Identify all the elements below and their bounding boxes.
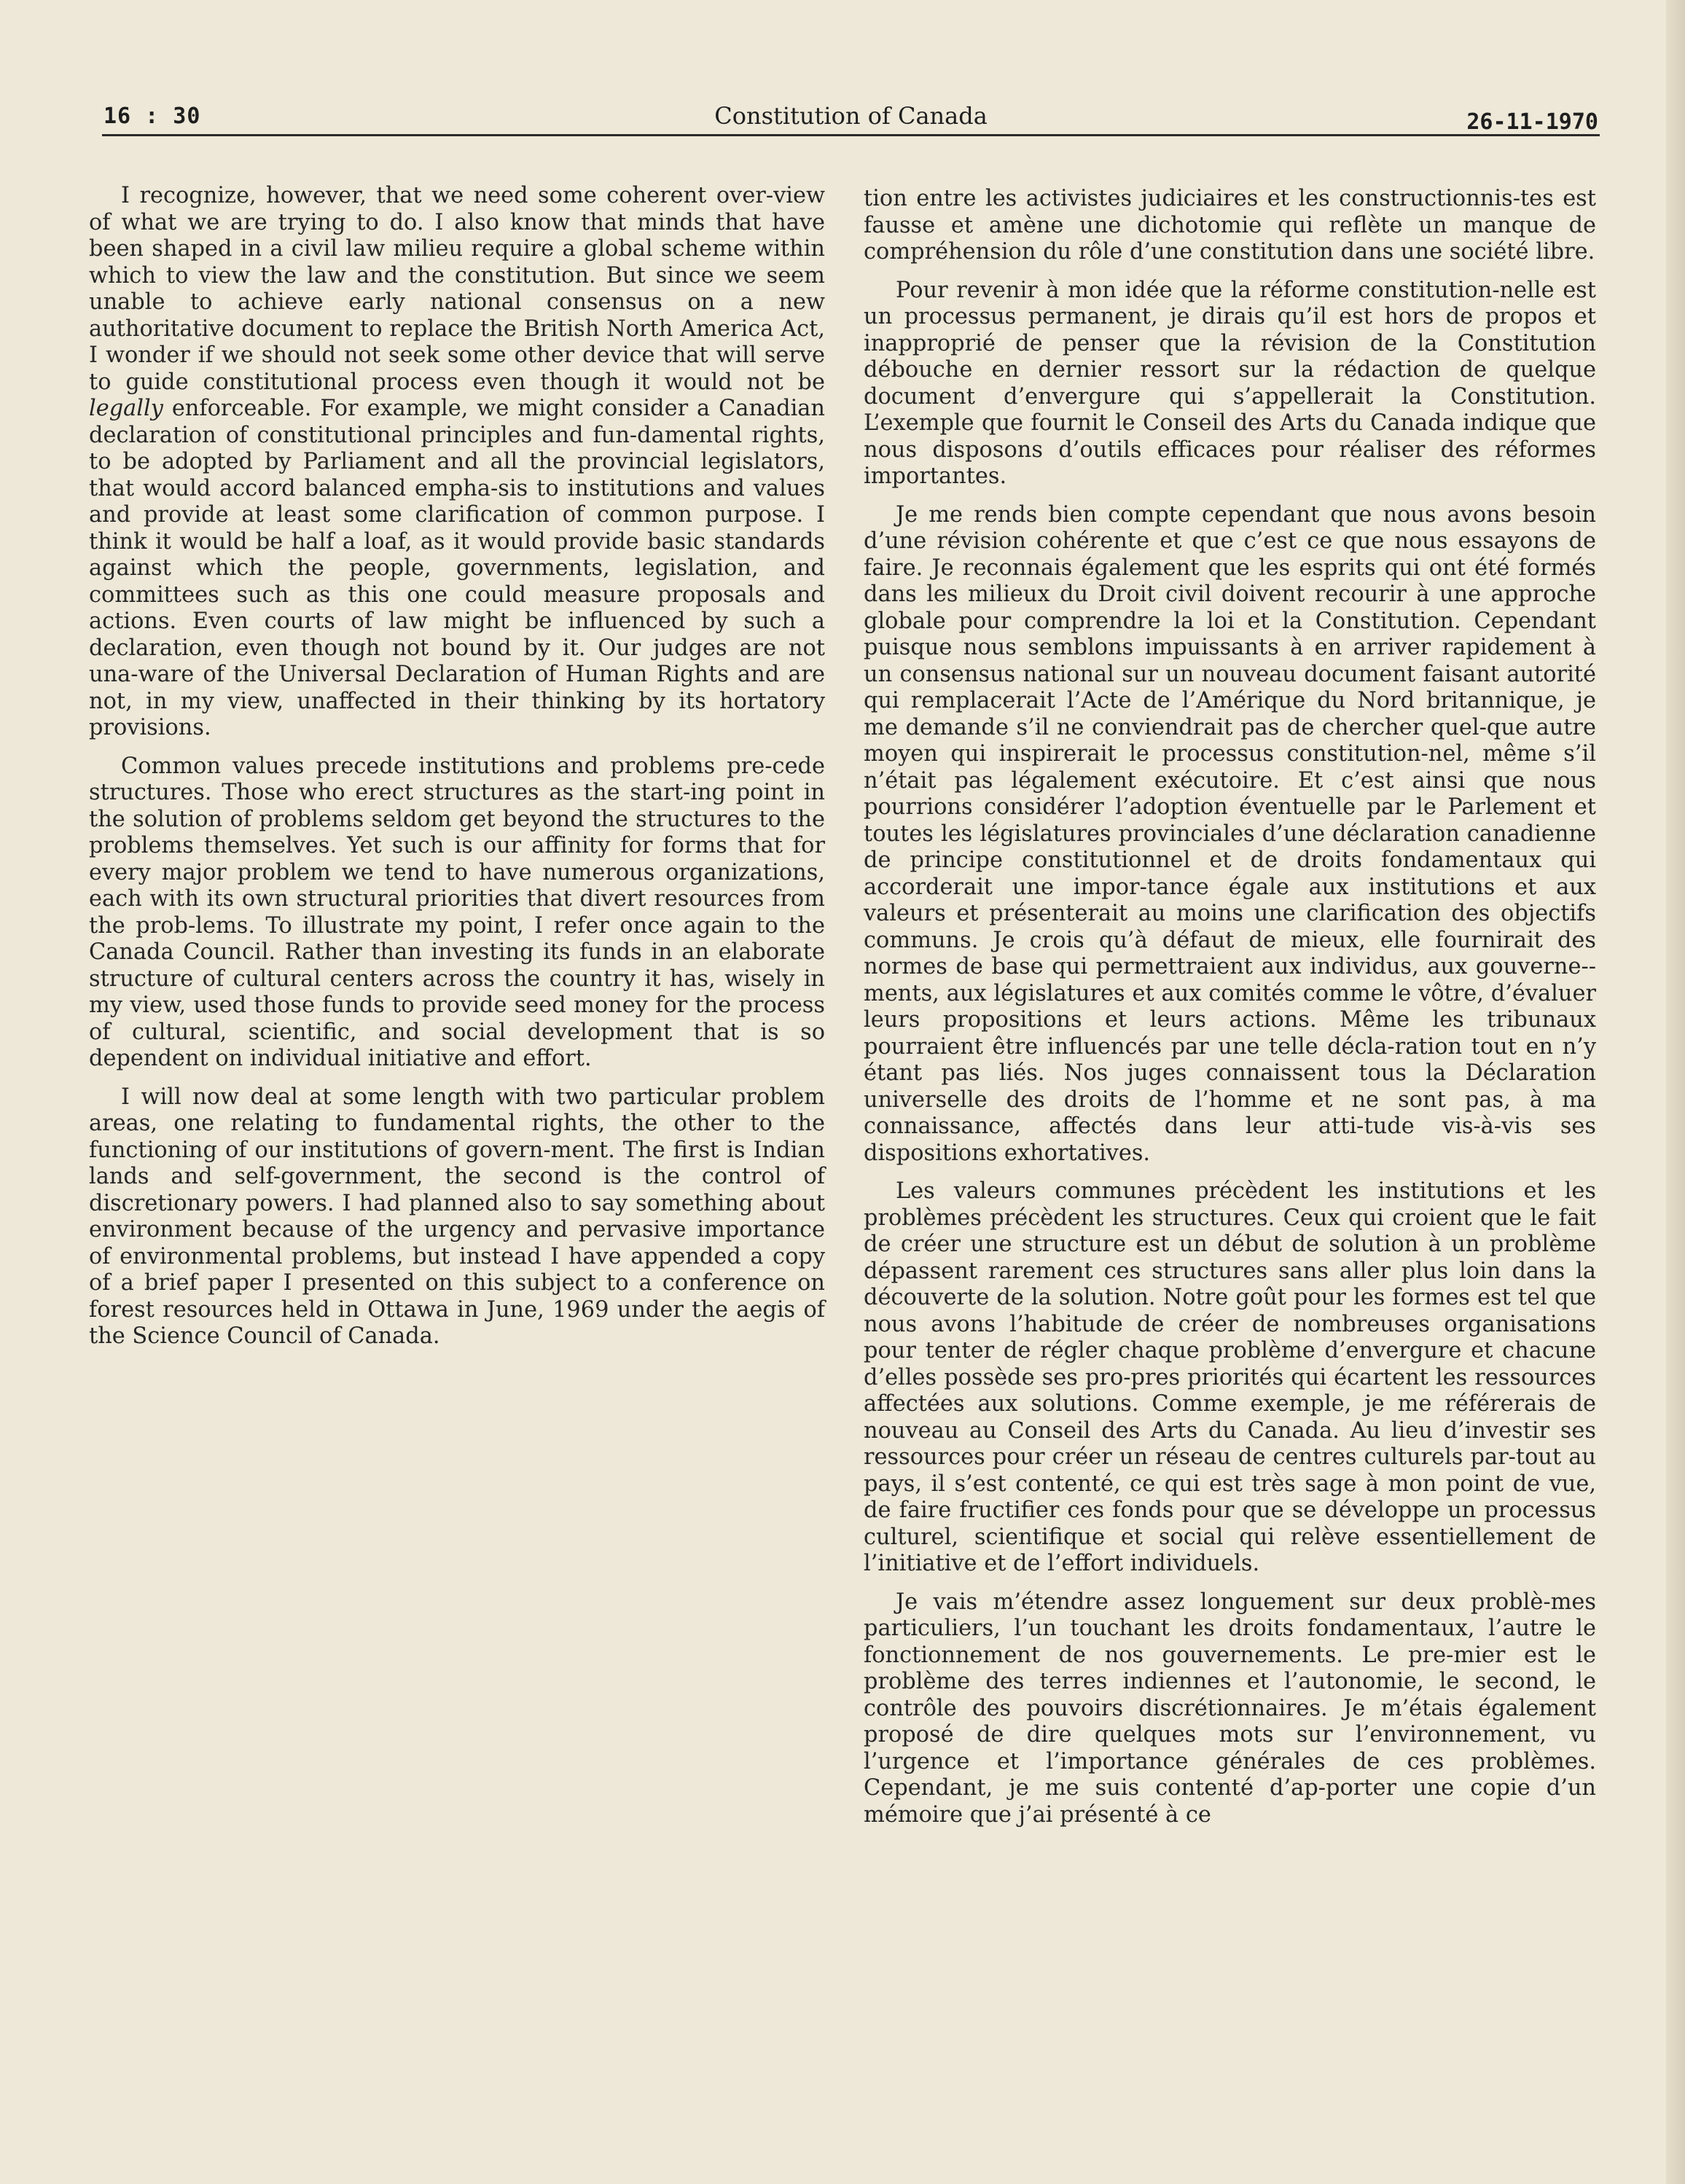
french-column [864, 186, 1596, 1828]
paragraph: I will now deal at some length with two particular problem areas, one relating to fundamental rights, the other to the functioning of our institutions of govern-ment. The first is Indian lands and self-government, the second is the control of discretionary powers. I had planned also to say something about environment because of the urgency and pervasive importance of environmental problems, but instead I have appended a copy of a brief paper I presented on this subject to a conference on forest resources held in Ottawa in June, 1969 under the aegis of the Science Council of Canada. [89, 1084, 825, 1349]
running-title: Constitution of Canada [714, 102, 988, 130]
paragraph-text: I recognize, however, that we need some coherent over-view of what we are trying to do. I also know that minds that have been shaped in a civil law milieu require a global scheme within which to view the law and the constitution. But since we seem unable to achieve early national consensus on a new authoritative document to replace the British North America Act, I wonder if we should not seek some other device that will serve to guide constitutional process even though it would not be [89, 183, 825, 395]
paragraph [89, 183, 825, 742]
header-date: 26-11-1970 [1466, 109, 1598, 135]
paragraph: Les valeurs communes précèdent les institutions et les problèmes précèdent les structures. Ceux qui croient que le fait de créer une structure est un début de solution à un problème dépassent rarement ces structures sans aller plus loin dans la découverte de la solution. Notre goût pour les formes est tel que nous avons l’habitude de créer de nombreuses organisations pour tenter de régler chaque problème d’envergure et chacune d’elles possède ses pro-pres priorités qui écartent les ressources affectées aux solutions. Comme exemple, je me référerais de nouveau au Conseil des Arts du Canada. Au lieu d’investir ses ressources pour créer un réseau de centres culturels par-tout au pays, il s’est contenté, ce qui est très sage à mon point de vue, de faire fructifier ces fonds pour que se développe un processus culturel, scientifique et social qui relève essentiellement de l’initiative et de l’effort individuels. [864, 1178, 1596, 1576]
paragraph: Je vais m’étendre assez longuement sur deux problè-mes particuliers, l’un touchant les droits fondamentaux, l’autre le fonctionnement de nos gouvernements. Le pre-mier est le problème des terres indiennes et l’autonomie, le second, le contrôle des pouvoirs discrétionnaires. Je m’étais également proposé de dire quelques mots sur l’environnement, vu l’urgence et l’importance générales de ces problèmes. Cependant, je me suis contenté d’ap-porter une copie d’un mémoire que j’ai présenté à ce [864, 1589, 1596, 1828]
page-header [102, 101, 1600, 136]
paragraph: Je me rends bien compte cependant que nous avons besoin d’une révision cohérente et que c’est ce que nous essayons de faire. Je reconnais également que les esprits qui ont été formés dans les milieux du Droit civil doivent recourir à une approche globale pour comprendre la loi et la Constitution. Cependant puisque nous semblons impuissants à en arriver rapidement à un consensus national sur un nouveau document faisant autorité qui remplacerait l’Acte de l’Amérique du Nord britannique, je me demande s’il ne conviendrait pas de chercher quel-que autre moyen qui inspirerait le processus constitution-nel, même s’il n’était pas légalement exécutoire. Et c’est ainsi que nous pourrions considérer l’adoption éventuelle par le Parlement et toutes les législatures provinciales d’une déclaration canadienne de principe constitutionnel et de droits fondamentaux qui accorderait une impor-tance égale aux institutions et aux valeurs et présenterait au moins une clarification des objectifs communs. Je crois qu’à défaut de mieux, elle fournirait des normes de base qui permettraient aux individus, aux gouverne-ments, aux législatures et aux comités comme le vôtre, d’évaluer leurs propositions et leurs actions. Même les tribunaux pourraient être influencés par une telle décla-ration tout en n’y étant pas liés. Nos juges connaissent tous la Déclaration universelle des droits de l’homme et ne sont pas, à ma connaissance, affectés dans leur atti-tude vis-à-vis ses dispositions exhortatives. [864, 501, 1596, 1166]
paragraph: Pour revenir à mon idée que la réforme constitution-nelle est un processus permanent, je dirais qu’il est hors de propos et inapproprié de penser que la révision de la Constitution débouche en dernier ressort sur la rédaction de quelque document d’envergure qui s’appellerait la Constitution. L’exemple que fournit le Conseil des Arts du Canada indique que nous disposons d’outils efficaces pour réaliser des réformes importantes. [864, 277, 1596, 489]
paragraph-text: enforceable. For example, we might consider a Canadian declaration of constitutional principles and fun-damental rights, to be adopted by Parliament and all the provincial legislators, that would accord balanced empha-sis to institutions and values and provide at least some clarification of common purpose. I think it would be half a loaf, as it would provide basic standards against which the people, governments, legislation, and committees such as this one could measure proposals and actions. Even courts of law might be influenced by such a declaration, even though not bound by it. Our judges are not una-ware of the Universal Declaration of Human Rights and are not, in my view, unaffected in their thinking by its hortatory provisions. [89, 396, 825, 740]
paragraph: Common values precede institutions and problems pre-cede structures. Those who erect structures as the start-ing point in the solution of problems seldom get beyond the structures to the problems themselves. Yet such is our affinity for forms that for every major problem we tend to have numerous organizations, each with its own structural priorities that divert resources from the prob-lems. To illustrate my point, I refer once again to the Canada Council. Rather than investing its funds in an elaborate structure of cultural centers across the country it has, wisely in my view, used those funds to provide seed money for the process of cultural, scientific, and social development that is so dependent on individual initiative and effort. [89, 753, 825, 1071]
page-number: 16 : 30 [103, 103, 201, 129]
english-column [89, 183, 825, 1362]
italic-text: legally [89, 396, 163, 421]
paragraph-continued: tion entre les activistes judiciaires et les constructionnis-tes est fausse et amène une dichotomie qui reflète un manque de compréhension du rôle d’une constitution dans une société libre. [864, 186, 1596, 265]
